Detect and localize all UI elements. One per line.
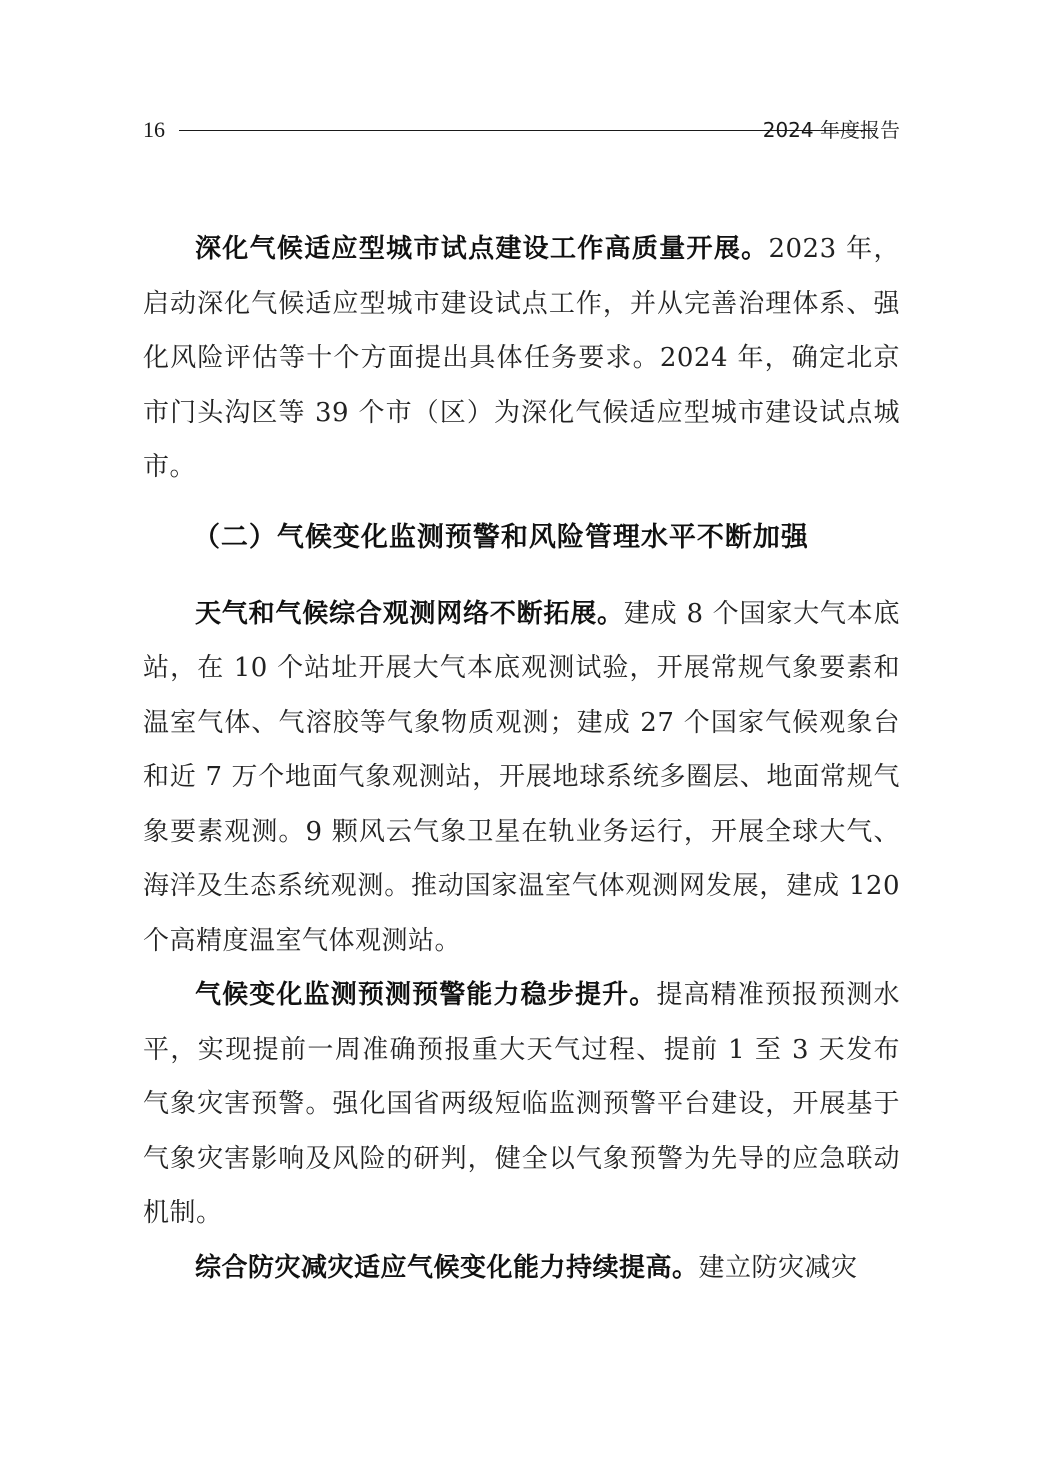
paragraph-lead: 深化气候适应型城市试点建设工作高质量开展。: [195, 234, 769, 264]
page-body: [143, 222, 900, 1295]
paragraph-body: 2023 年，启动深化气候适应型城市建设试点工作，并从完善治理体系、强化风险评估等十个方面提出具体任务要求。2024 年，确定北京市门头沟区等 39 个市（区）为深化气候适应型城市建设试点城市。: [143, 234, 900, 482]
section-heading: （二）气候变化监测预警和风险管理水平不断加强: [192, 521, 809, 553]
paragraph-disaster-prevention: [143, 1241, 900, 1296]
paragraph-body: 建成 8 个国家大气本底站，在 10 个站址开展大气本底观测试验，开展常规气象要素和温室气体、气溶胶等气象物质观测；建成 27 个国家气候观象台和近 7 万个地面气象观测站，开展地球系统多圈层、地面常规气象要素观测。9 颗风云气象卫星在轨业务运行，开展全球大气、海洋及生态系统观测。推动国家温室气体观测网发展，建成 120 个高精度温室气体观测站。: [143, 598, 900, 956]
running-title: 2024 年度报告: [762, 118, 900, 142]
paragraph-climate-adaptive-cities: [143, 222, 900, 495]
paragraph-body: 建立防灾减灾: [698, 1252, 858, 1283]
paragraph-body: 提高精准预报预测水平，实现提前一周准确预报重大天气过程、提前 1 至 3 天发布气象灾害预警。强化国省两级短临监测预警平台建设，开展基于气象灾害影响及风险的研判，健全以气象预警为先导的应急联动机制。: [143, 980, 900, 1228]
paragraph-lead: 气候变化监测预测预警能力稳步提升。: [195, 980, 657, 1010]
page-number: 16: [143, 117, 165, 142]
paragraph-lead: 天气和气候综合观测网络不断拓展。: [195, 598, 624, 629]
page-header: [143, 112, 900, 152]
paragraph-lead: 综合防灾减灾适应气候变化能力持续提高。: [195, 1252, 699, 1283]
paragraph-observation-network: [143, 587, 900, 969]
paragraph-monitoring-forecast: [143, 968, 900, 1241]
